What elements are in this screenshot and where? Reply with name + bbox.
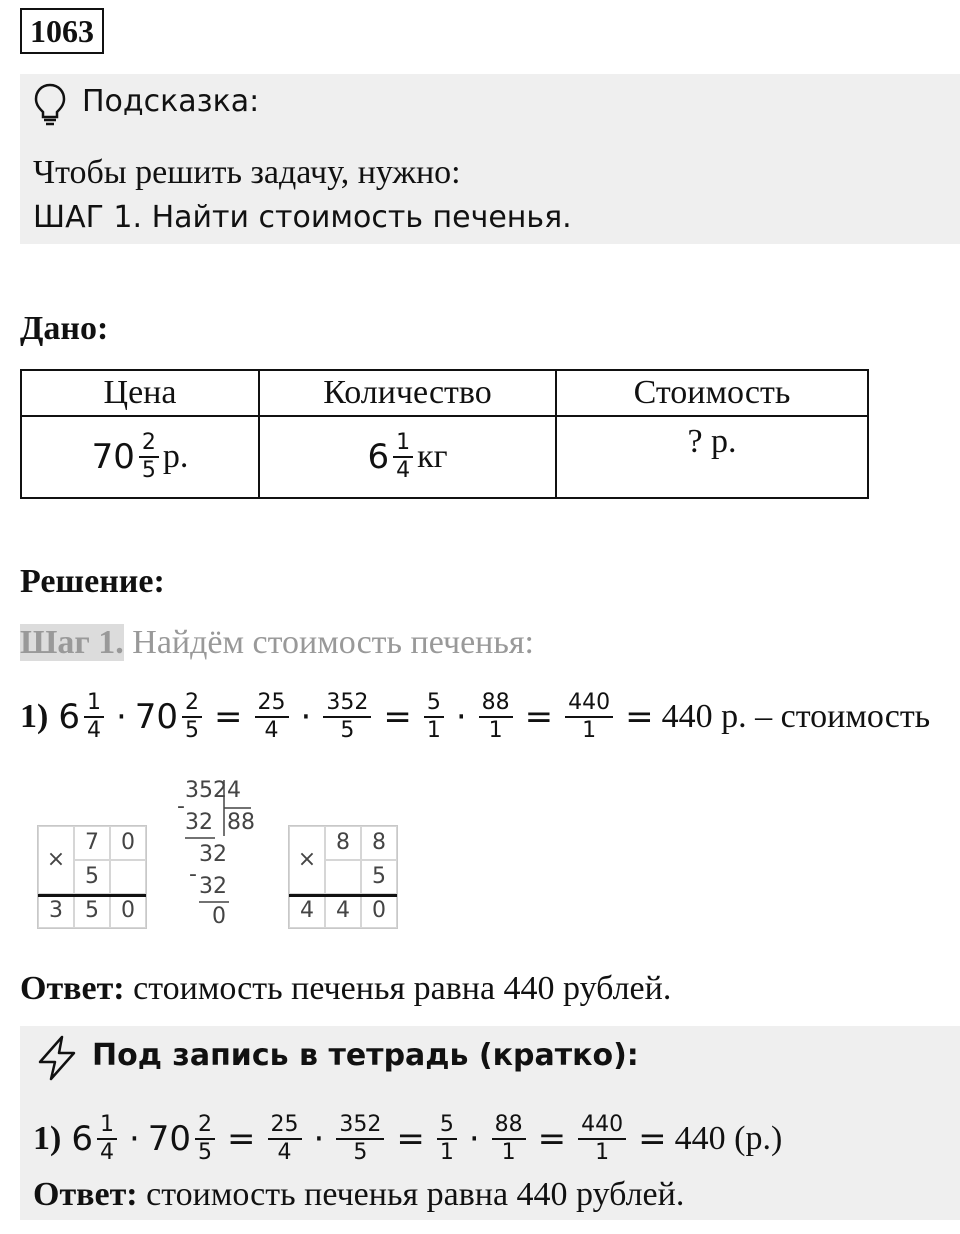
expr-a-den: 4 (86, 718, 101, 743)
lightning-icon (34, 1034, 80, 1082)
notebook-answer (33, 1176, 684, 1214)
expr-b-whole: 70 (147, 1119, 192, 1159)
price-whole: 70 (91, 437, 135, 477)
price-cell (21, 416, 259, 498)
notebook-answer-text: стоимость печенья равна 440 рублей. (146, 1176, 685, 1213)
f3-num: 5 (424, 690, 444, 718)
solution-expression (20, 682, 930, 752)
given-table (20, 369, 869, 499)
expr-a-den: 4 (99, 1140, 114, 1165)
hint-step (33, 200, 572, 235)
times-sign: × (38, 826, 74, 894)
quotient: 88 (227, 810, 255, 835)
solution-step-text: Найдём стоимость печенья: (132, 624, 534, 661)
header-quantity: Количество (259, 370, 556, 416)
solution-tail: 440 р. – стоимость (661, 698, 931, 735)
divisor: 4 (227, 778, 241, 803)
dot-op: · (300, 697, 312, 737)
f3-den: 1 (426, 718, 441, 743)
grid-cell: 0 (110, 894, 146, 928)
expr-b-whole: 70 (134, 697, 179, 737)
quantity-unit: кг (417, 438, 448, 475)
f5-num: 440 (578, 1112, 626, 1140)
eq-op: = (524, 697, 554, 737)
cost-cell: ? р. (556, 416, 868, 498)
f2-den: 5 (353, 1140, 368, 1165)
minus-sign: - (177, 794, 185, 819)
f4-num: 88 (479, 690, 513, 718)
quantity-den: 4 (396, 458, 411, 483)
dot-op: · (128, 1119, 140, 1159)
expr-b-num: 2 (195, 1112, 215, 1140)
notebook-tail: 440 (р.) (674, 1120, 783, 1157)
remainder-2: 0 (212, 904, 226, 929)
hint-panel (20, 74, 960, 244)
notebook-expression (33, 1104, 782, 1174)
f2-num: 352 (336, 1112, 384, 1140)
table-row (21, 416, 868, 498)
line-label: 1) (20, 698, 49, 735)
grid-cell: 0 (361, 894, 397, 928)
f3-den: 1 (439, 1140, 454, 1165)
grid-cell: 4 (325, 894, 361, 928)
given-heading: Дано: (20, 310, 109, 347)
f1-den: 4 (277, 1140, 292, 1165)
dot-op: · (115, 697, 127, 737)
multiplication-grid-2 (288, 825, 398, 929)
solution-step-label: Шаг 1. (20, 624, 124, 661)
f2-num: 352 (323, 690, 371, 718)
quantity-whole: 6 (367, 437, 390, 477)
remainder-1: 32 (199, 842, 227, 867)
f1-num: 25 (255, 690, 289, 718)
expr-b-den: 5 (185, 718, 200, 743)
division-lines (175, 778, 265, 933)
quantity-num: 1 (393, 430, 413, 458)
hint-step-label: ШАГ 1. (33, 200, 143, 235)
subtrahend-1: 32 (185, 810, 213, 835)
price-den: 5 (141, 458, 156, 483)
f4-num: 88 (492, 1112, 526, 1140)
grid-cell (110, 860, 146, 894)
eq-op: = (638, 1119, 667, 1159)
f5-num: 440 (565, 690, 613, 718)
expr-b-num: 2 (182, 690, 202, 718)
grid-cell: 5 (361, 860, 397, 894)
dividend: 352 (185, 778, 227, 803)
long-division (175, 778, 265, 933)
expr-a-whole: 6 (71, 1119, 93, 1159)
solution-step (20, 624, 534, 662)
lightbulb-icon (32, 82, 68, 126)
hint-title: Подсказка: (82, 84, 260, 119)
eq-op: = (227, 1119, 256, 1159)
eq-op: = (383, 697, 412, 737)
multiplication-grid-1 (37, 825, 147, 929)
dot-op: · (313, 1119, 325, 1159)
dot-op: · (455, 697, 467, 737)
header-price: Цена (21, 370, 259, 416)
eq-op: = (537, 1119, 567, 1159)
notebook-answer-label: Ответ: (33, 1176, 138, 1213)
solution-heading: Решение: (20, 563, 165, 600)
answer (20, 970, 671, 1008)
grid-cell: 5 (74, 860, 110, 894)
grid-result-line (38, 894, 146, 897)
header-cost: Стоимость (556, 370, 868, 416)
hint-step-text: Найти стоимость печенья. (151, 200, 572, 235)
f2-den: 5 (340, 718, 355, 743)
times-sign: × (289, 826, 325, 894)
expr-a-num: 1 (97, 1112, 117, 1140)
grid-cell: 8 (361, 826, 397, 860)
f4-den: 1 (501, 1140, 516, 1165)
expr-b-den: 5 (198, 1140, 213, 1165)
dot-op: · (468, 1119, 480, 1159)
line-label: 1) (33, 1120, 62, 1157)
subtrahend-2: 32 (199, 874, 227, 899)
f4-den: 1 (488, 718, 503, 743)
grid-cell: 0 (110, 826, 146, 860)
quantity-cell (259, 416, 556, 498)
notebook-panel (20, 1026, 960, 1220)
expr-a-num: 1 (84, 690, 104, 718)
problem-number: 1063 (20, 8, 104, 54)
price-num: 2 (139, 430, 159, 458)
answer-label: Ответ: (20, 970, 125, 1007)
grid-result-line (289, 894, 397, 897)
expr-a-whole: 6 (58, 697, 80, 737)
eq-op: = (396, 1119, 425, 1159)
answer-text: стоимость печенья равна 440 рублей. (133, 970, 672, 1007)
price-unit: р. (162, 438, 189, 475)
eq-op: = (214, 697, 243, 737)
f3-num: 5 (437, 1112, 457, 1140)
grid-cell: 5 (74, 894, 110, 928)
grid-cell: 3 (38, 894, 74, 928)
grid-cell (325, 860, 361, 894)
eq-op: = (625, 697, 654, 737)
grid-cell: 8 (325, 826, 361, 860)
f1-den: 4 (264, 718, 279, 743)
notebook-title: Под запись в тетрадь (кратко): (92, 1038, 639, 1073)
minus-sign: - (189, 862, 197, 887)
table-header-row (21, 370, 868, 416)
hint-intro: Чтобы решить задачу, нужно: (33, 154, 461, 191)
f5-den: 1 (582, 718, 597, 743)
f5-den: 1 (595, 1140, 610, 1165)
f1-num: 25 (268, 1112, 302, 1140)
grid-cell: 7 (74, 826, 110, 860)
grid-cell: 4 (289, 894, 325, 928)
